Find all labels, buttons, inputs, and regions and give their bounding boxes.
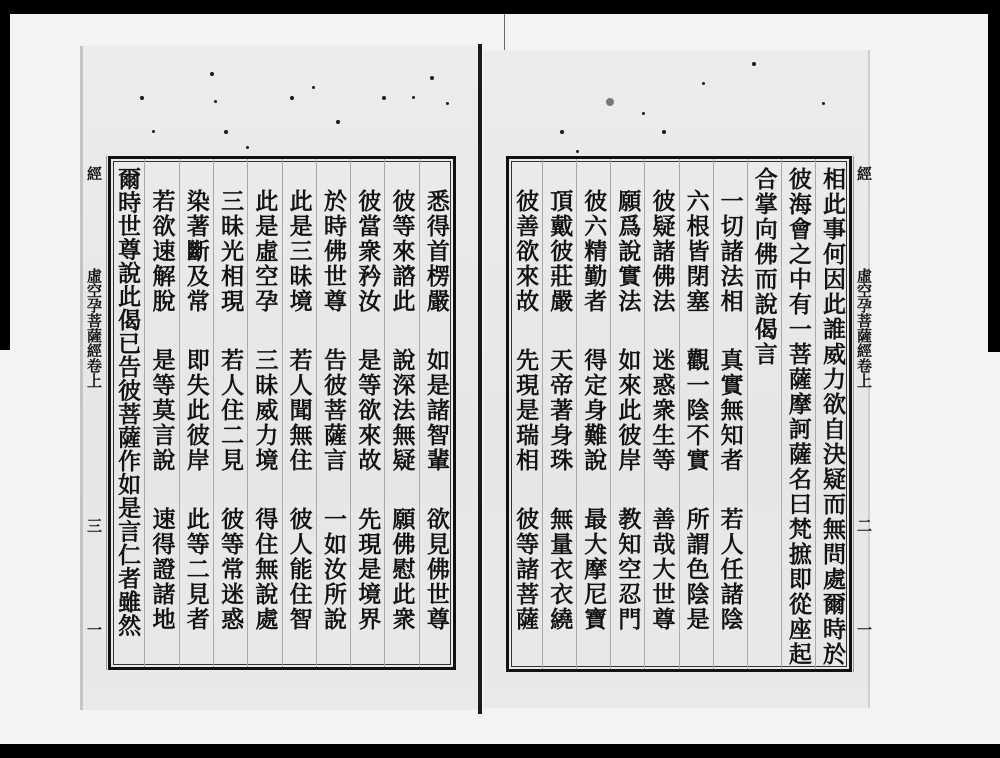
paper-speck: [290, 96, 294, 100]
text-column: [576, 159, 610, 669]
verse-phrase: 速得證諸地: [148, 507, 176, 632]
verse-phrase: 彼等來諮此: [388, 189, 416, 314]
page-number: 三: [85, 518, 103, 533]
sutra-title: 虛空孕菩薩經卷上: [85, 268, 103, 388]
text-column: [509, 159, 542, 669]
scan-edge: [986, 352, 1000, 744]
verse-phrase: 染著斷及常: [182, 189, 210, 314]
verse-phrase: 得住無說處: [251, 507, 279, 632]
verse-phrase: 即失此彼岸: [182, 348, 210, 473]
verse-phrase: 善哉大世尊: [648, 507, 676, 632]
verse-phrase: 彼善欲來故: [512, 189, 540, 314]
verse-phrase: 觀一陰不實: [682, 348, 710, 473]
text-column: [179, 159, 213, 667]
text-column: [713, 159, 747, 669]
verse-phrase: 六根皆閉塞: [682, 189, 710, 314]
verse-phrase: 悉得首楞嚴: [422, 189, 450, 314]
verse-phrase: 彼當衆矜汝: [354, 189, 382, 314]
verse-phrase: 說深法無疑: [388, 348, 416, 473]
verse-phrase: 若人聞無住: [285, 348, 313, 473]
text-column: [384, 159, 418, 667]
verse-phrase: 欲見佛世尊: [422, 507, 450, 632]
fold-label: 經: [855, 166, 873, 181]
text-column: [679, 159, 713, 669]
prose-line: 彼海會之中有一菩薩摩訶薩名曰梵摭即從座起: [784, 167, 812, 667]
strip-bottom-mark: 一: [85, 622, 103, 637]
verse-phrase: 若人任諸陰: [716, 507, 744, 632]
verse-phrase: 彼人能住智: [285, 507, 313, 632]
verse-phrase: 先現是境界: [354, 507, 382, 632]
scan-edge: [0, 350, 12, 744]
paper-speck: [224, 130, 228, 134]
verse-phrase: 教知空忍門: [614, 507, 642, 632]
verse-phrase: 一切諸法相: [716, 189, 744, 314]
verse-phrase: 真實無知者: [716, 348, 744, 473]
verse-phrase: 彼六精勤者: [580, 189, 608, 314]
paper-speck: [752, 62, 756, 66]
verse-phrase: 若人住二見: [217, 348, 245, 473]
verse-phrase: 最大摩尼寶: [580, 507, 608, 632]
text-column: [350, 159, 384, 667]
verse-phrase: 得定身難說: [580, 348, 608, 473]
text-column: [419, 159, 453, 667]
text-column: [747, 159, 781, 669]
verse-phrase: 天帝著身珠: [546, 348, 574, 473]
page-number: 二: [855, 518, 873, 533]
verse-phrase: 三昧光相現: [217, 189, 245, 314]
strip-bottom-mark: 一: [855, 622, 873, 637]
verse-phrase: 若欲速解脫: [148, 189, 176, 314]
paper-speck: [412, 96, 415, 99]
text-column: [610, 159, 644, 669]
verse-phrase: 此是虛空孕: [251, 189, 279, 314]
verse-phrase: 所謂色陰是: [682, 507, 710, 632]
text-column: [781, 159, 815, 669]
paper-speck: [382, 96, 386, 100]
verse-phrase: 是等欲來故: [354, 348, 382, 473]
verse-phrase: 此等二見者: [182, 507, 210, 632]
paper-speck: [576, 150, 579, 153]
verse-phrase: 於時佛世尊: [319, 189, 347, 314]
verse-phrase: 彼等諸菩薩: [512, 507, 540, 632]
fold-line: [504, 14, 505, 50]
verse-phrase: 彼等常迷惑: [217, 507, 245, 632]
paper-speck: [606, 98, 614, 106]
verse-phrase: 如來此彼岸: [614, 348, 642, 473]
right-margin-strip: [853, 156, 873, 672]
prose-line: 合掌向佛而說偈言: [750, 167, 778, 367]
fold-label: 經: [85, 166, 103, 181]
paper-speck: [662, 130, 666, 134]
text-column: [542, 159, 576, 669]
text-column: [316, 159, 350, 667]
book-gutter: [478, 44, 482, 714]
paper-speck: [152, 130, 155, 133]
paper-speck: [140, 96, 144, 100]
paper-speck: [214, 100, 217, 103]
text-column: [111, 159, 144, 667]
verse-phrase: 迷惑衆生等: [648, 348, 676, 473]
verse-phrase: 此是三昧境: [285, 189, 313, 314]
text-column: [247, 159, 281, 667]
verse-phrase: 先現是瑞相: [512, 348, 540, 473]
left-margin-strip: [84, 156, 107, 670]
verse-phrase: 願佛慰此衆: [388, 507, 416, 632]
verse-phrase: 三昧威力境: [251, 348, 279, 473]
text-column: [815, 159, 849, 669]
paper-speck: [312, 86, 315, 89]
paper-speck: [560, 130, 564, 134]
paper-speck: [702, 82, 705, 85]
text-column: [282, 159, 316, 667]
paper-speck: [210, 72, 214, 76]
paper-speck: [336, 120, 340, 124]
verse-phrase: 無量衣衣繞: [546, 507, 574, 632]
right-text-frame: [506, 156, 852, 672]
verse-phrase: 是等莫言說: [148, 348, 176, 473]
text-column: [213, 159, 247, 667]
verse-phrase: 如是諸智輩: [422, 348, 450, 473]
verse-phrase: 頂戴彼莊嚴: [546, 189, 574, 314]
text-column: [144, 159, 178, 667]
prose-line: 爾時世尊說此偈已告彼菩薩作如是言仁者雖然: [114, 167, 142, 637]
prose-line: 相此事何因此誰威力欲自決疑而無問處爾時於: [818, 167, 846, 667]
paper-speck: [822, 102, 825, 105]
paper-speck: [246, 146, 249, 149]
verse-phrase: 願爲說實法: [614, 189, 642, 314]
paper-speck: [446, 102, 449, 105]
verse-phrase: 一如汝所說: [319, 507, 347, 632]
paper-speck: [430, 76, 434, 80]
verse-phrase: 彼疑諸佛法: [648, 189, 676, 314]
verse-phrase: 告彼菩薩言: [319, 348, 347, 473]
left-text-frame: [108, 156, 456, 670]
text-column: [644, 159, 678, 669]
paper-speck: [642, 112, 645, 115]
sutra-title: 虛空孕菩薩經卷上: [855, 268, 873, 388]
